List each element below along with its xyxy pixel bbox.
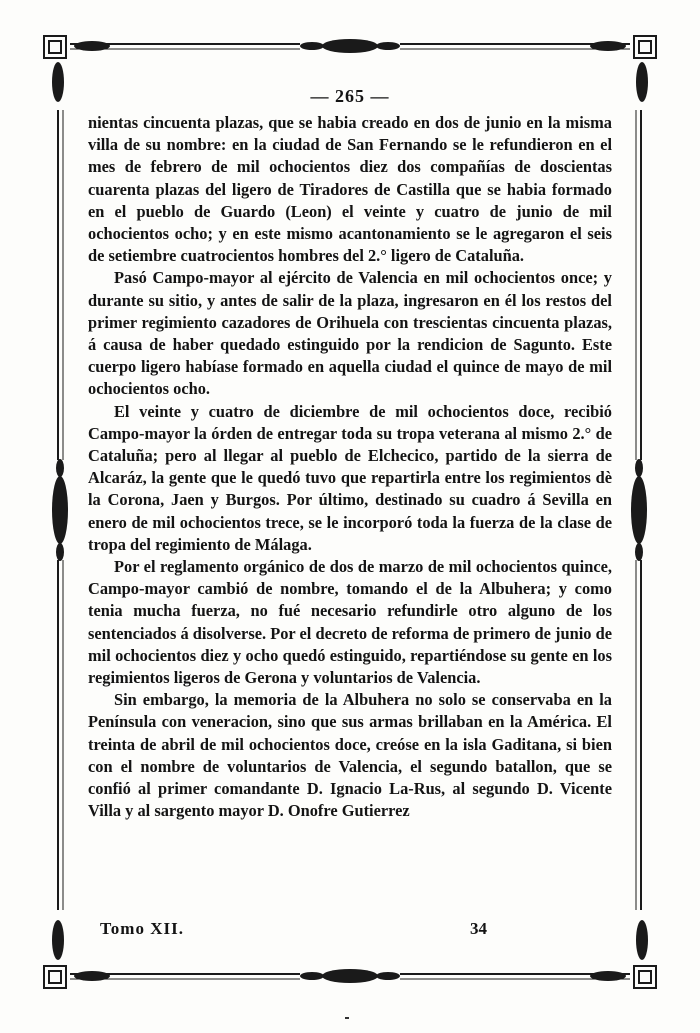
paragraph-4: Por el reglamento orgánico de dos de marzo de mil ochocientos quince, Campo-mayor cambió de nombre, tomando el de la Albuhera; y como tenia mucha fuerza, no fué necesario refundirle otro alguno de los sentenciados á disolverse. Por el decreto de reforma de primero de junio de mil ochocientos diez y ocho quedó estinguido, repartiéndose su gente en los regimientos ligeros de Gerona y voluntarios de Valencia. bbox=[88, 557, 612, 688]
paragraph-5: Sin embargo, la memoria de la Albuhera no solo se conservaba en la Península con veneracion, sino que sus armas brillaban en la América. El treinta de abril de mil ochocientos doce, creóse en la isla Gaditana, si bien con el nombre de voluntarios de Valencia, el segundo batallon, que se confió al primer comandante D. Ignacio La-Rus, al segundo D. Vicente Villa y al sargento mayor D. Onofre Gutierrez bbox=[88, 690, 612, 821]
volume-label: Tomo XII. bbox=[100, 919, 184, 938]
signature-mark: 34 bbox=[470, 919, 487, 938]
paragraph-2: Pasó Campo-mayor al ejército de Valencia en mil ochocientos once; y durante su sitio, y antes de salir de la plaza, ingresaron en él los restos del primer regimiento cazadores de Orihuela con trescientas cincuenta plazas, á causa de haber quedado estinguido por la rendicion de Sagunto. Este cuerpo ligero habíase formado en aquella ciudad el quince de mayo de mil ochocientos ocho. bbox=[88, 268, 612, 399]
ink-speck bbox=[345, 1017, 349, 1019]
paragraph-1: nientas cincuenta plazas, que se habia creado en dos de junio en la misma villa de su nombre: en la ciudad de San Fernando se le refundieron en el mes de febrero de mil ochocientos diez dos compañías de doscientas cuarenta plazas del ligero de Tiradores de Castilla que se habia formado en el pueblo de Guardo (Leon) el veinte y cuatro de junio de mil ochocientos ocho; y en este mismo acantonamiento se le agregaron el seis de setiembre cuatrocientos hombres del 2.° ligero de Cataluña. bbox=[88, 113, 612, 266]
page-number: — 265 — bbox=[310, 86, 390, 106]
paragraph-3: El veinte y cuatro de diciembre de mil ochocientos doce, recibió Campo-mayor la órden de entregar toda su tropa veterana al mismo 2.° de Cataluña; pero al llegar al pueblo de Elchecico, partido de la sierra de Alcaráz, la gente que le quedó tuvo que repartirla entre los regimientos dè la Corona, Jaen y Burgos. Por último, destinado su cuadro á Sevilla en enero de mil ochocientos trece, se le incorporó toda la fuerza de la clase de tropa del regimiento de Málaga. bbox=[88, 401, 612, 554]
body-text bbox=[88, 112, 612, 823]
